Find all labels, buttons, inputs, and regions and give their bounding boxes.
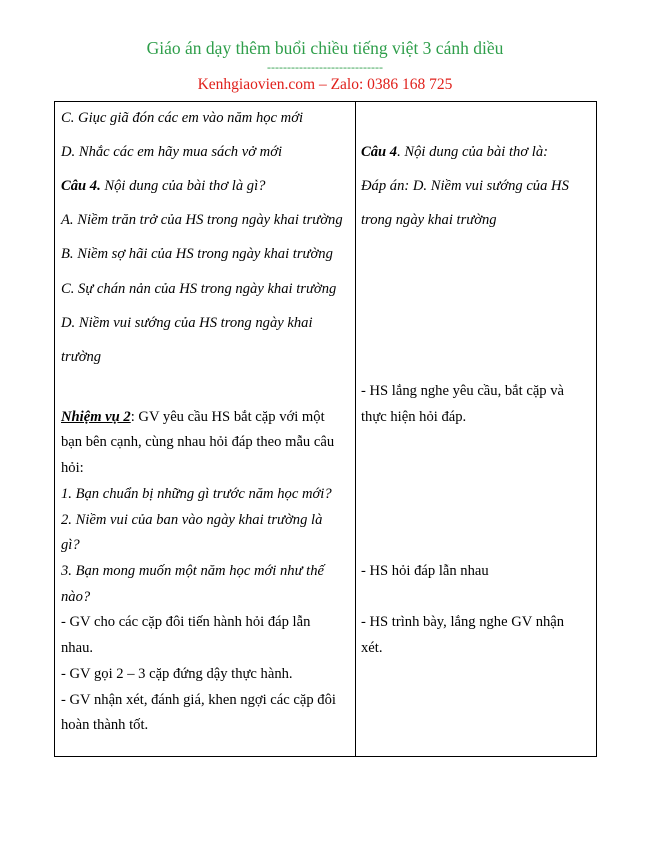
gv-step-2: - GV gọi 2 – 3 cặp đứng dậy thực hành.: [61, 666, 293, 682]
task-2-line-3: hỏi:: [61, 460, 84, 476]
question-4-text: Nội dung của bài thơ là gì?: [100, 178, 266, 194]
ask-3-cont: nào?: [61, 589, 91, 605]
hs-step-1-cont: thực hiện hỏi đáp.: [361, 409, 467, 425]
gv-step-3-cont: hoàn thành tốt.: [61, 717, 149, 733]
answer-question-4: [361, 143, 548, 161]
option-4a: A. Niềm trăn trở của HS trong ngày khai trường: [61, 212, 343, 228]
option-4d: D. Niềm vui sướng của HS trong ngày khai: [61, 315, 313, 331]
gv-step-1: - GV cho các cặp đôi tiến hành hỏi đáp lẫn: [61, 614, 311, 630]
gv-step-1-cont: nhau.: [61, 640, 94, 656]
page-title: Giáo án dạy thêm buổi chiều tiếng việt 3 cánh diều: [146, 38, 504, 58]
answer-line-2: trong ngày khai trường: [361, 212, 497, 228]
hs-step-2: - HS hỏi đáp lẫn nhau: [361, 563, 489, 579]
question-4: [61, 177, 265, 195]
option-4b: B. Niềm sợ hãi của HS trong ngày khai trường: [61, 246, 333, 262]
task-2-label: Nhiệm vụ 2: [61, 409, 131, 425]
hs-step-3: - HS trình bày, lắng nghe GV nhận: [361, 614, 565, 630]
task-2-text: : GV yêu cầu HS bắt cặp với một: [130, 409, 325, 425]
option-4d-cont: trường: [61, 349, 102, 365]
answer-question-4-text: . Nội dung của bài thơ là:: [397, 144, 548, 160]
ask-3: 3. Bạn mong muốn một năm học mới như thế: [61, 563, 325, 579]
question-4-label: Câu 4.: [61, 178, 101, 194]
option-3d: D. Nhắc các em hãy mua sách vở mới: [61, 144, 283, 160]
hs-step-1: - HS lắng nghe yêu cầu, bắt cặp và: [361, 383, 565, 399]
hs-step-3-cont: xét.: [361, 640, 383, 656]
task-2-line-1: [61, 408, 325, 426]
option-3c: C. Giục giã đón các em vào năm học mới: [61, 110, 304, 126]
gv-step-3: - GV nhận xét, đánh giá, khen ngợi các cặp đôi: [61, 692, 336, 708]
ask-2: 2. Niềm vui của ban vào ngày khai trường là: [61, 512, 323, 528]
task-2-line-2: bạn bên cạnh, cùng nhau hỏi đáp theo mẫu câu: [61, 434, 335, 450]
ask-1: 1. Bạn chuẩn bị những gì trước năm học mới?: [61, 486, 332, 502]
ask-2-cont: gì?: [61, 537, 80, 553]
column-divider: [355, 102, 356, 756]
answer-question-4-label: Câu 4: [361, 144, 398, 160]
lesson-table: [54, 101, 597, 757]
title-underline-dashes: -----------------------------: [267, 60, 383, 74]
option-4c: C. Sự chán nản của HS trong ngày khai trường: [61, 281, 337, 297]
answer-line-1: Đáp án: D. Niềm vui sướng của HS: [361, 178, 569, 194]
site-contact-line: Kenhgiaovien.com – Zalo: 0386 168 725: [197, 76, 453, 93]
